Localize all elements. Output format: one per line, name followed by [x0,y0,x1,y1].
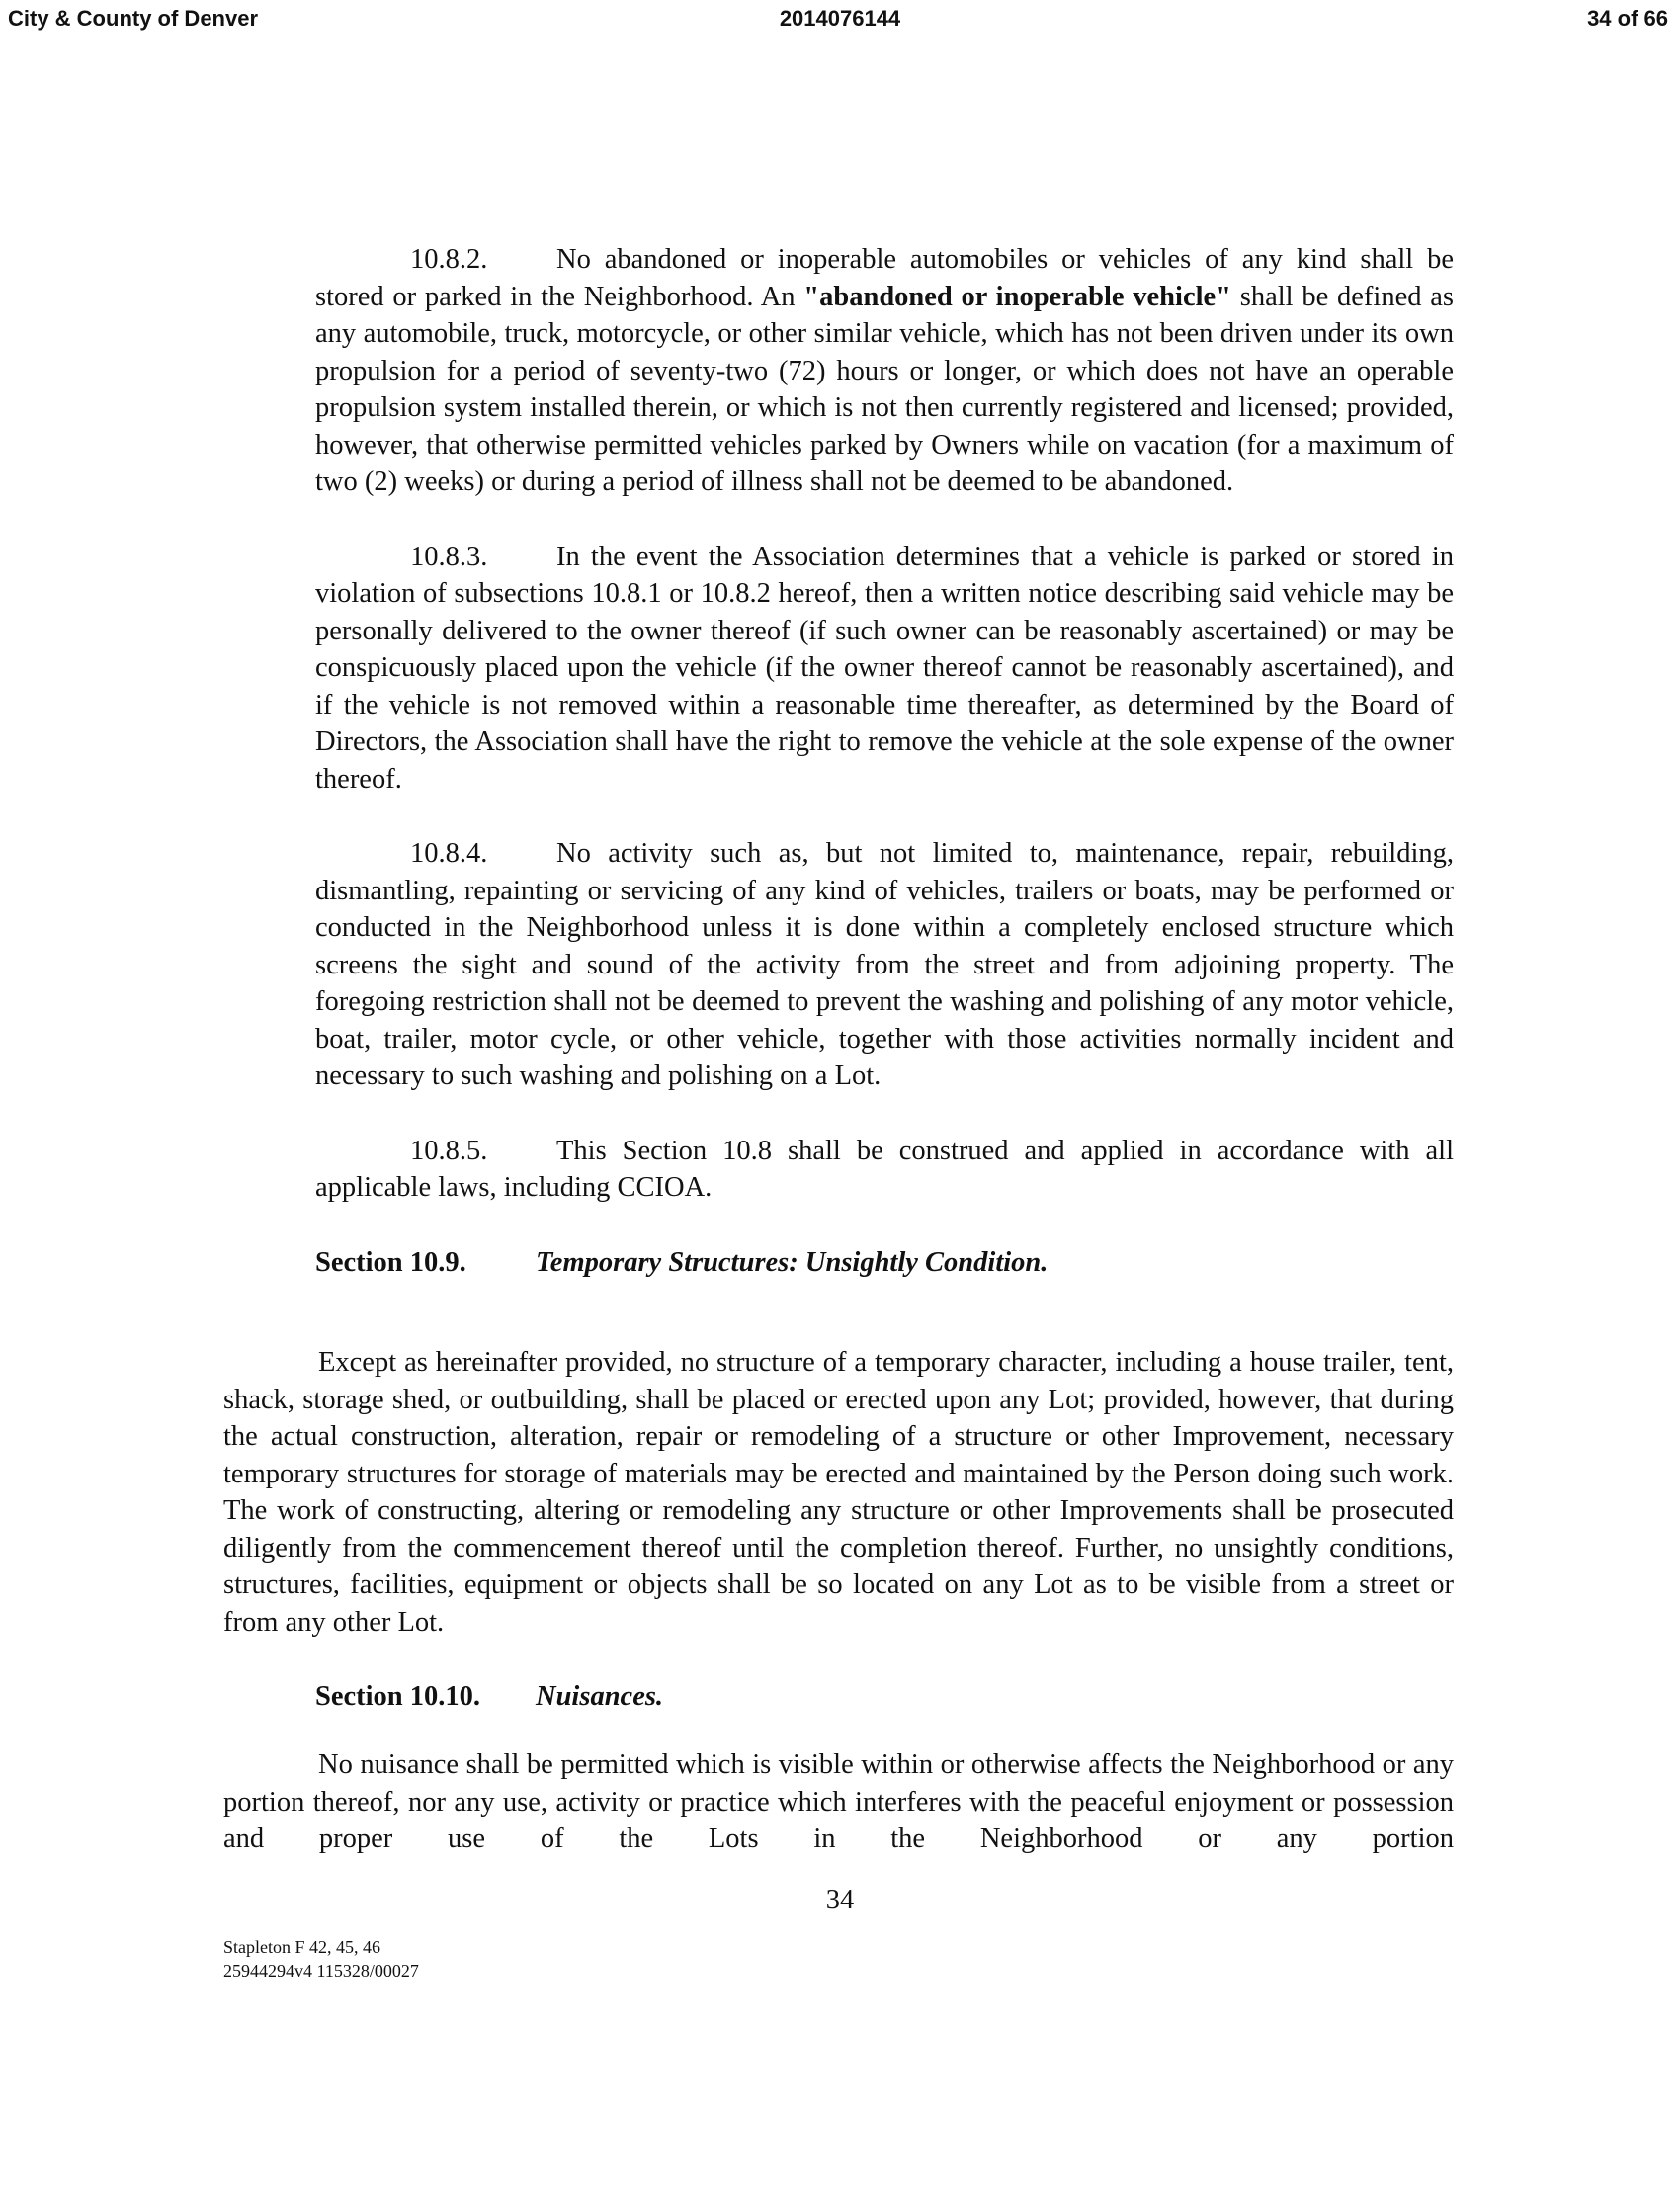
subsection-number: 10.8.5. [410,1135,488,1166]
section-10-10-body: No nuisance shall be permitted which is visible within or otherwise affects the Neighborhood or any portion thereof, nor any use, activity or practice which interferes with the peaceful enjoyment or possession and proper use of the Lots in the Neighborhood or any portion [223,1749,1454,1854]
subsection-text: shall be defined as any automobile, truck, motorcycle, or other similar vehicle, which has not been driven under its own propulsion for a period of seventy-two (72) hours or longer, or which does not have an operable propulsion system installed therein, or which is not then currently registered and licensed; provided, however, that otherwise permitted vehicles parked by Owners while on vacation (for a maximum of two (2) weeks) or during a period of illness shall not be deemed to be abandoned. [315,281,1454,497]
footer-line-1: Stapleton F 42, 45, 46 [223,1937,381,1957]
subsection-10-8-2 [315,241,1454,501]
page-number: 34 [825,1885,855,1915]
header-jurisdiction: City & County of Denver [8,6,259,31]
section-label: Section 10.10. [315,1681,481,1712]
section-label: Section 10.9. [315,1246,466,1278]
subsection-text: No activity such as, but not limited to, maintenance, repair, rebuilding, dismantling, repainting or servicing of any kind of vehicles, trailers or boats, may be performed or conducted in the Neighborhood unless it is done within a completely enclosed structure which screens the sight and sound of the activity from the street and from adjoining property. The foregoing restriction shall not be deemed to prevent the washing and polishing of any motor vehicle, boat, trailer, motor cycle, or other vehicle, together with those activities normally incident and necessary to such washing and polishing on a Lot. [315,838,1454,1091]
subsection-10-8-4 [315,835,1454,1095]
subsection-number: 10.8.4. [410,838,488,869]
footer-line-2: 25944294v4 115328/00027 [223,1961,419,1981]
section-title: Nuisances. [536,1681,664,1712]
subsection-text: No abandoned or inoperable automobiles or vehicles of any kind shall be stored or parked in the Neighborhood. An [315,244,1454,312]
document-body [315,241,1454,1281]
footer-doc-id [223,1935,419,1983]
section-10-10-heading [315,1678,1454,1716]
header-page-count: 34 of 66 [1587,6,1668,31]
subsection-10-8-5 [315,1133,1454,1207]
document-body-wide [223,1344,1454,1678]
section-10-9-heading [315,1244,1454,1282]
subsection-number: 10.8.2. [410,244,488,275]
header-document-number: 2014076144 [779,6,901,31]
section-10-10-body-wrap [223,1746,1454,1858]
section-10-9-body: Except as hereinafter provided, no structure of a temporary character, including a house trailer, tent, shack, storage shed, or outbuilding, shall be placed or erected upon any Lot; provided, however, that during the actual construction, alteration, repair or remodeling of a structure or other Improvement, necessary temporary structures for storage of materials may be erected and maintained by the Person doing such work. The work of constructing, altering or remodeling any structure or other Improvements shall be prosecuted diligently from the commencement thereof until the completion thereof. Further, no unsightly conditions, structures, facilities, equipment or objects shall be so located on any Lot as to be visible from a street or from any other Lot. [223,1347,1454,1638]
subsection-10-8-3 [315,539,1454,799]
section-title: Temporary Structures: Unsightly Condition. [536,1246,1049,1278]
subsection-text: In the event the Association determines that a vehicle is parked or stored in violation of subsections 10.8.1 or 10.8.2 hereof, then a written notice describing said vehicle may be personally delivered to the owner thereof (if such owner can be reasonably ascertained) or may be conspicuously placed upon the vehicle (if the owner thereof cannot be reasonably ascertained), and if the vehicle is not removed within a reasonable time thereafter, as determined by the Board of Directors, the Association shall have the right to remove the vehicle at the sole expense of the owner thereof. [315,541,1454,795]
defined-term: "abandoned or inoperable vehicle" [803,281,1231,312]
subsection-text: This Section 10.8 shall be construed and applied in accordance with all applicable laws, including CCIOA. [315,1135,1454,1203]
subsection-number: 10.8.3. [410,541,488,572]
section-10-10-heading-wrap [315,1678,1454,1716]
